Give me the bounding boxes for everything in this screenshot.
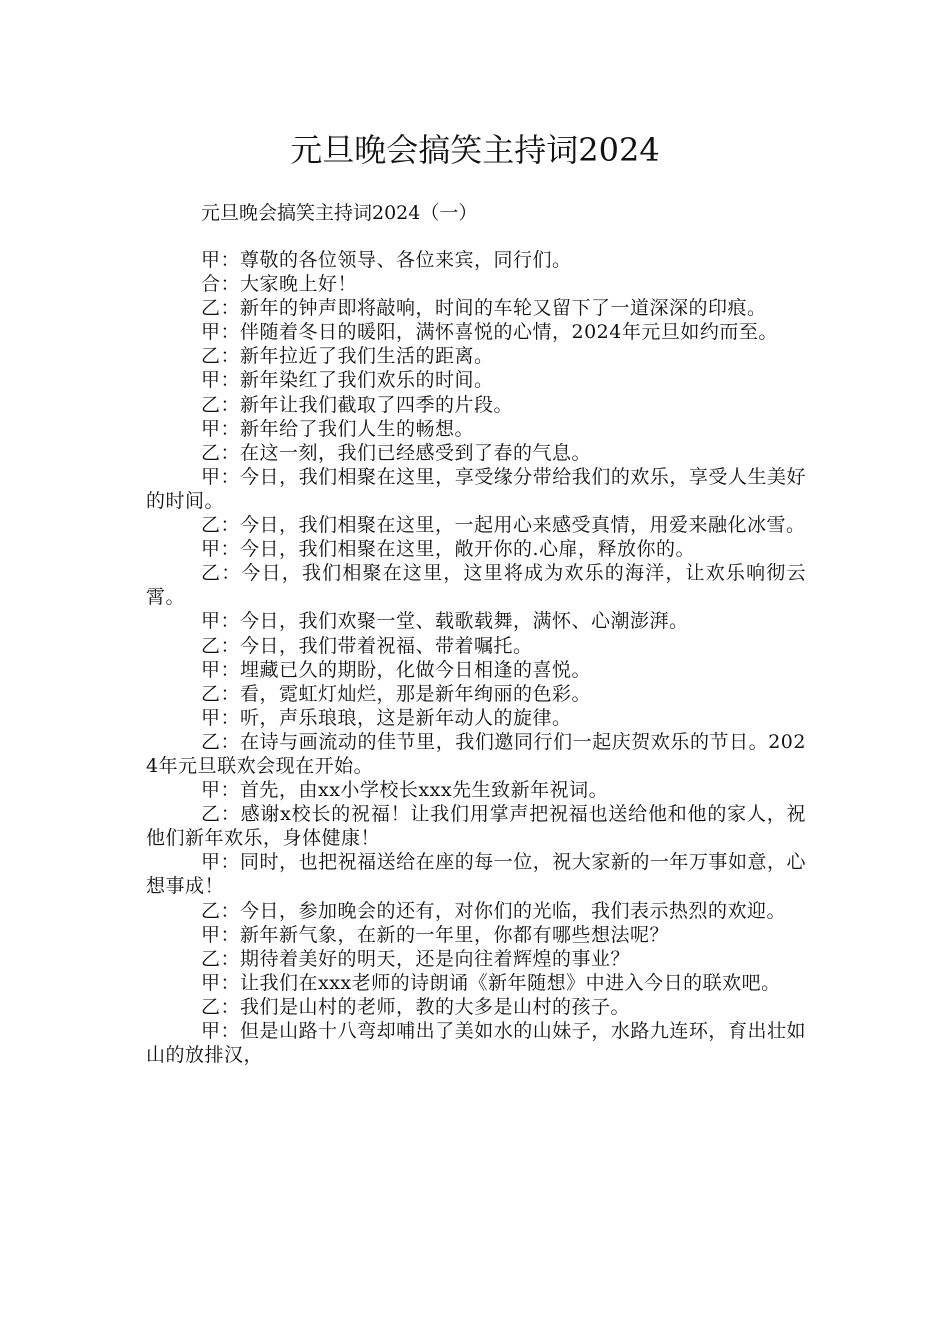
paragraph: 乙：我们是山村的老师，教的大多是山村的孩子。 [201,995,631,1018]
paragraph: 甲：让我们在xxx老师的诗朗诵《新年随想》中进入今日的联欢吧。 [201,971,781,994]
paragraph: 合：大家晚上好！ [201,273,358,296]
paragraph: 甲：新年新气象，在新的一年里，你都有哪些想法呢？ [201,923,670,946]
paragraph: 甲：同时，也把祝福送给在座的每一位，祝大家新的一年万事如意，心想事成！ [146,851,806,898]
paragraph: 乙：新年的钟声即将敲响，时间的车轮又留下了一道深深的印痕。 [201,297,767,320]
paragraph: 乙：今日，参加晚会的还有，对你们的光临，我们表示热烈的欢迎。 [201,899,787,922]
paragraph: 乙：今日，我们带着祝福、带着嘱托。 [201,634,533,657]
document-title: 元旦晚会搞笑主持词2024 [290,131,660,169]
paragraph: 乙：新年拉近了我们生活的距离。 [201,345,494,368]
paragraph: 乙：新年让我们截取了四季的片段。 [201,393,514,416]
paragraph: 乙：在诗与画流动的佳节里，我们邀同行们一起庆贺欢乐的节日。2024年元旦联欢会现在开始。 [146,730,806,777]
paragraph: 乙：在这一刻，我们已经感受到了春的气息。 [201,441,592,464]
paragraph: 甲：首先，由xx小学校长xxx先生致新年祝词。 [201,779,609,802]
paragraph: 乙：看，霓虹灯灿烂，那是新年绚丽的色彩。 [201,682,592,705]
paragraph: 甲：今日，我们相聚在这里，享受缘分带给我们的欢乐，享受人生美好的时间。 [146,465,806,512]
paragraph: 甲：新年染红了我们欢乐的时间。 [201,369,494,392]
paragraph: 乙：感谢x校长的祝福！让我们用掌声把祝福也送给他和他的家人，祝他们新年欢乐，身体健康！ [146,803,806,850]
paragraph: 甲：但是山路十八弯却哺出了美如水的山妹子，水路九连环，育出壮如山的放排汉， [146,1020,806,1067]
paragraph: 甲：尊敬的各位领导、各位来宾，同行们。 [201,249,572,271]
paragraph: 甲：伴随着冬日的暖阳，满怀喜悦的心情，2024年元旦如约而至。 [201,321,778,344]
paragraph: 甲：听，声乐琅琅，这是新年动人的旋律。 [201,706,572,729]
paragraph: 甲：今日，我们欢聚一堂、载歌载舞，满怀、心潮澎湃。 [201,610,689,633]
paragraph: 乙：今日，我们相聚在这里，一起用心来感受真情，用爱来融化冰雪。 [201,514,806,537]
paragraph: 甲：今日，我们相聚在这里，敞开你的.心扉，释放你的。 [201,538,696,561]
paragraph: 甲：新年给了我们人生的畅想。 [201,417,475,440]
document-body [146,248,806,1067]
paragraph: 乙：今日，我们相聚在这里，这里将成为欢乐的海洋，让欢乐响彻云霄。 [146,562,806,609]
document-subtitle: 元旦晚会搞笑主持词2024（一） [201,202,478,224]
paragraph: 甲：埋藏已久的期盼，化做今日相逢的喜悦。 [201,658,592,681]
paragraph: 乙：期待着美好的明天，还是向往着辉煌的事业？ [201,947,631,970]
